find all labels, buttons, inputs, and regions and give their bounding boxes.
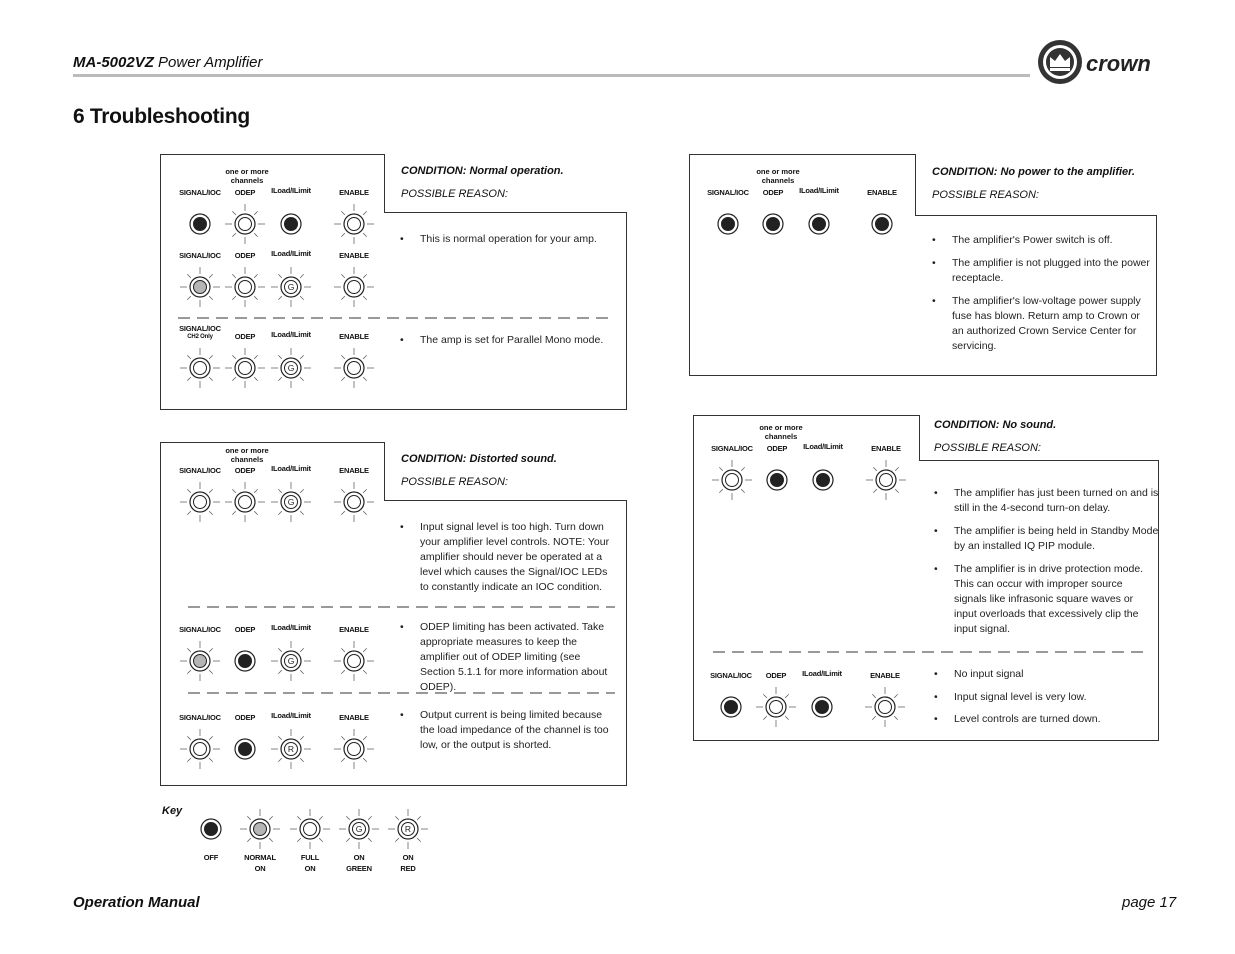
led-off-icon [721, 697, 741, 717]
odep-label: ODEP [766, 444, 788, 453]
svg-text:G: G [287, 656, 295, 667]
one-or-more-channels-label: one or more channels [759, 423, 803, 441]
iload-ilimit-label: ILoad/ILimit [271, 711, 311, 720]
enable-label: ENABLE [339, 625, 369, 634]
key-label-full: FULL ON [300, 853, 320, 873]
svg-text:G: G [287, 363, 295, 374]
svg-text:R: R [287, 744, 295, 755]
enable-label: ENABLE [339, 466, 369, 475]
panel-normal-operation [160, 154, 627, 410]
odep-label: ODEP [234, 713, 256, 722]
led-full-icon [712, 460, 752, 500]
svg-text:G: G [287, 497, 295, 508]
led-full-icon [866, 460, 906, 500]
one-or-more-channels-label: one or more channels [756, 167, 800, 185]
led-green-icon [271, 482, 311, 522]
possible-reason-label: POSSIBLE REASON: [401, 476, 508, 488]
led-off-icon [190, 214, 210, 234]
svg-text:G: G [355, 824, 363, 835]
iload-ilimit-label: ILoad/ILimit [271, 186, 311, 195]
reason-item: • The amplifier has just been turned on and is still in the 4-second turn-on delay. [934, 487, 1159, 514]
signal-ioc-label: SIGNAL/IOC [179, 466, 221, 475]
condition-title: CONDITION: Normal operation. [401, 165, 564, 177]
led-off-icon [201, 819, 221, 839]
led-full-icon [225, 348, 265, 388]
led-full-icon [334, 267, 374, 307]
enable-label: ENABLE [339, 188, 369, 197]
header-rule [73, 74, 1030, 77]
led-full-icon [225, 267, 265, 307]
panel-no-power [689, 154, 1157, 376]
led-full-icon [756, 687, 796, 727]
led-full-icon [865, 687, 905, 727]
enable-label: ENABLE [871, 444, 901, 453]
iload-ilimit-label: ILoad/ILimit [803, 442, 843, 451]
footer-manual-title: Operation Manual [73, 894, 200, 911]
key-label-green: ON GREEN [346, 853, 372, 873]
iload-ilimit-label: ILoad/ILimit [802, 669, 842, 678]
key-title: Key [162, 805, 183, 817]
reason-item: • ODEP limiting has been activated. Take appropriate measures to keep the amplifier out of ODEP limiting (see Section 5.1.1 for more information about ODEP). [400, 621, 608, 693]
led-full-icon [225, 204, 265, 244]
key-label-off: OFF [203, 853, 219, 862]
led-green-icon [271, 641, 311, 681]
led-full-icon [180, 482, 220, 522]
led-off-icon [812, 697, 832, 717]
reason-item: • Output current is being limited because the load impedance of the channel is too low, or the output is shorted. [400, 709, 609, 751]
reason-item: • The amplifier's Power switch is off. [932, 234, 1113, 246]
odep-label: ODEP [234, 466, 256, 475]
led-red-icon [271, 729, 311, 769]
signal-ioc-label: SIGNAL/IOC CH2 Only [179, 324, 221, 340]
led-key [186, 802, 436, 882]
iload-ilimit-label: ILoad/ILimit [799, 186, 839, 195]
odep-label: ODEP [765, 671, 787, 680]
iload-ilimit-label: ILoad/ILimit [271, 623, 311, 632]
enable-label: ENABLE [867, 188, 897, 197]
led-off-icon [235, 651, 255, 671]
led-full-icon [334, 641, 374, 681]
led-off-icon [763, 214, 783, 234]
led-full-icon [225, 482, 265, 522]
led-full-icon [180, 348, 220, 388]
panel-distorted-sound [160, 442, 627, 786]
iload-ilimit-label: ILoad/ILimit [271, 330, 311, 339]
iload-ilimit-label: ILoad/ILimit [271, 249, 311, 258]
section-title: 6 Troubleshooting [73, 105, 250, 128]
led-full-icon [334, 482, 374, 522]
reason-item: • The amplifier is in drive protection mode. This can occur with improper source signals like infrasonic square waves or input overloads that excessively clip the input signal. [934, 563, 1144, 635]
reason-item: • Level controls are turned down. [934, 713, 1101, 725]
odep-label: ODEP [234, 251, 256, 260]
key-label-normal: NORMAL ON [244, 853, 276, 873]
reason-item: • Input signal level is very low. [934, 691, 1087, 703]
iload-ilimit-label: ILoad/ILimit [271, 464, 311, 473]
condition-title: CONDITION: No power to the amplifier. [932, 166, 1135, 178]
signal-ioc-label: SIGNAL/IOC [179, 251, 221, 260]
signal-ioc-label: SIGNAL/IOC [179, 188, 221, 197]
reason-item: • The amplifier's low-voltage power supply fuse has blown. Return amp to Crown or an authorized Crown Service Center for servicing. [932, 295, 1141, 352]
reason-item: • This is normal operation for your amp. [400, 233, 597, 245]
odep-label: ODEP [234, 188, 256, 197]
led-off-icon [281, 214, 301, 234]
page-number: page 17 [1122, 894, 1177, 911]
enable-label: ENABLE [339, 713, 369, 722]
led-full-icon [334, 204, 374, 244]
led-green-icon [271, 267, 311, 307]
enable-label: ENABLE [339, 332, 369, 341]
document-header [73, 54, 263, 71]
led-off-icon [809, 214, 829, 234]
reason-item: • Input signal level is too high. Turn down your amplifier level controls. NOTE: Your amplifier should never be operated at a level which causes the Signal/IOC LEDs to constantly indicate an IOC condition. [400, 521, 610, 593]
condition-title: CONDITION: No sound. [934, 419, 1057, 431]
brand-wordmark: crown [1086, 51, 1151, 76]
one-or-more-channels-label: one or more channels [225, 167, 269, 185]
svg-text:G: G [287, 282, 295, 293]
led-normal-icon [240, 809, 280, 849]
led-off-icon [718, 214, 738, 234]
led-off-icon [813, 470, 833, 490]
led-full-icon [290, 809, 330, 849]
product-name: Power Amplifier [158, 54, 263, 71]
one-or-more-channels-label: one or more channels [225, 446, 269, 464]
possible-reason-label: POSSIBLE REASON: [934, 442, 1041, 454]
signal-ioc-label: SIGNAL/IOC [179, 713, 221, 722]
possible-reason-label: POSSIBLE REASON: [932, 189, 1039, 201]
led-normal-icon [180, 641, 220, 681]
signal-ioc-label: SIGNAL/IOC [711, 444, 753, 453]
possible-reason-label: POSSIBLE REASON: [401, 188, 508, 200]
enable-label: ENABLE [339, 251, 369, 260]
led-green-icon [271, 348, 311, 388]
led-green-icon [339, 809, 379, 849]
led-off-icon [767, 470, 787, 490]
signal-ioc-label: SIGNAL/IOC [707, 188, 749, 197]
reason-item: • The amplifier is being held in Standby Mode by an installed IQ PIP module. [934, 525, 1159, 552]
led-full-icon [334, 729, 374, 769]
svg-text:R: R [404, 824, 412, 835]
reason-item: • The amplifier is not plugged into the power receptacle. [932, 257, 1150, 284]
odep-label: ODEP [234, 625, 256, 634]
reason-item: • The amp is set for Parallel Mono mode. [400, 334, 604, 346]
led-full-icon [334, 348, 374, 388]
reason-item: • No input signal [934, 668, 1024, 680]
crown-logo [1036, 38, 1181, 93]
led-normal-icon [180, 267, 220, 307]
odep-label: ODEP [762, 188, 784, 197]
panel-no-sound [693, 415, 1159, 741]
enable-label: ENABLE [870, 671, 900, 680]
led-off-icon [235, 739, 255, 759]
odep-label: ODEP [234, 332, 256, 341]
key-label-red: ON RED [400, 853, 416, 873]
signal-ioc-label: SIGNAL/IOC [710, 671, 752, 680]
model-name: MA-5002VZ [73, 54, 154, 71]
signal-ioc-label: SIGNAL/IOC [179, 625, 221, 634]
led-off-icon [872, 214, 892, 234]
condition-title: CONDITION: Distorted sound. [401, 453, 557, 465]
led-full-icon [180, 729, 220, 769]
led-red-icon [388, 809, 428, 849]
